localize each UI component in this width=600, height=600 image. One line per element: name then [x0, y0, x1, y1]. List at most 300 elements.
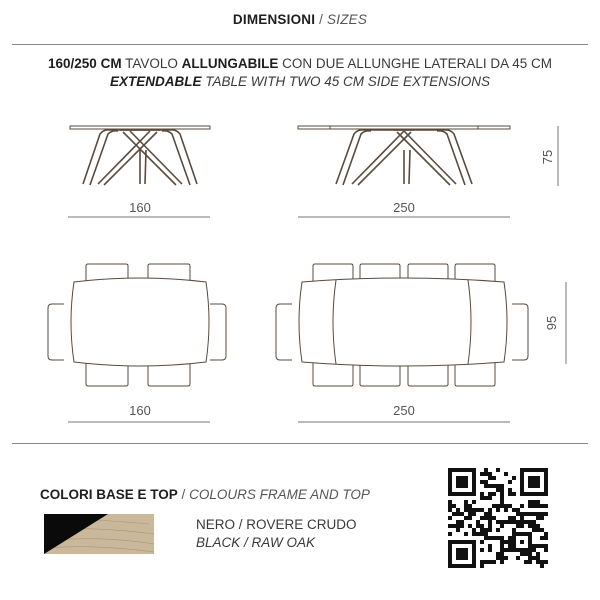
- qr-module: [528, 504, 532, 508]
- qr-module: [504, 520, 508, 524]
- qr-module: [460, 512, 464, 516]
- qr-module: [464, 516, 468, 520]
- qr-module: [484, 484, 488, 488]
- qr-module: [472, 480, 476, 484]
- qr-module: [524, 552, 528, 556]
- qr-module: [460, 480, 464, 484]
- qr-module: [448, 552, 452, 556]
- qr-module: [536, 552, 540, 556]
- qr-module: [448, 500, 452, 504]
- qr-module: [448, 476, 452, 480]
- qr-module: [508, 548, 512, 552]
- qr-module: [520, 552, 524, 556]
- qr-module: [528, 524, 532, 528]
- qr-module: [464, 476, 468, 480]
- qr-module: [488, 536, 492, 540]
- qr-module: [464, 492, 468, 496]
- qr-module: [460, 492, 464, 496]
- qr-module: [460, 556, 464, 560]
- chair: [512, 304, 528, 360]
- qr-module: [540, 512, 544, 516]
- qr-module: [476, 520, 480, 524]
- qr-module: [448, 556, 452, 560]
- chair: [276, 304, 292, 360]
- qr-module: [480, 532, 484, 536]
- desc-extendable: EXTENDABLE: [109, 74, 202, 89]
- qr-module: [520, 492, 524, 496]
- qr-module: [448, 540, 452, 544]
- desc-it-rest: CON DUE ALLUNGHE LATERALI DA 45 CM: [282, 56, 552, 71]
- qr-module: [520, 520, 524, 524]
- qr-module: [504, 540, 508, 544]
- qr-module: [448, 508, 452, 512]
- qr-module: [472, 472, 476, 476]
- qr-module: [532, 484, 536, 488]
- qr-module: [496, 552, 500, 556]
- title-dimensioni: DIMENSIONI: [232, 12, 316, 27]
- qr-module: [528, 544, 532, 548]
- qr-module: [512, 520, 516, 524]
- qr-module: [544, 536, 548, 540]
- qr-module: [472, 564, 476, 568]
- qr-module: [516, 556, 520, 560]
- qr-module: [544, 468, 548, 472]
- qr-module: [540, 492, 544, 496]
- qr-module: [468, 512, 472, 516]
- qr-module: [540, 536, 544, 540]
- qr-module: [472, 500, 476, 504]
- qr-module: [480, 480, 484, 484]
- qr-module: [460, 540, 464, 544]
- qr-module: [516, 548, 520, 552]
- qr-module: [528, 548, 532, 552]
- qr-module: [528, 560, 532, 564]
- qr-module: [460, 484, 464, 488]
- qr-module: [464, 480, 468, 484]
- qr-module: [480, 564, 484, 568]
- qr-module: [452, 468, 456, 472]
- qr-module: [456, 512, 460, 516]
- desc-en-rest: TABLE WITH TWO 45 CM SIDE EXTENSIONS: [205, 74, 491, 89]
- qr-module: [544, 504, 548, 508]
- qr-module: [544, 480, 548, 484]
- qr-module: [496, 504, 500, 508]
- qr-module: [492, 484, 496, 488]
- label-side-closed-width: 160: [129, 200, 151, 215]
- qr-module: [500, 548, 504, 552]
- qr-module: [524, 492, 528, 496]
- qr-module: [484, 560, 488, 564]
- qr-module: [480, 516, 484, 520]
- color-name-it: NERO / ROVERE CRUDO: [196, 517, 357, 532]
- qr-module: [528, 556, 532, 560]
- qr-module: [504, 556, 508, 560]
- qr-module: [456, 564, 460, 568]
- qr-module: [484, 468, 488, 472]
- qr-module: [488, 544, 492, 548]
- qr-module: [520, 484, 524, 488]
- color-names: [196, 516, 357, 552]
- qr-module: [448, 544, 452, 548]
- qr-module: [460, 524, 464, 528]
- qr-module: [544, 476, 548, 480]
- qr-module: [456, 556, 460, 560]
- qr-module: [452, 540, 456, 544]
- qr-module: [464, 504, 468, 508]
- qr-module: [452, 504, 456, 508]
- qr-module: [448, 548, 452, 552]
- qr-module: [528, 512, 532, 516]
- qr-module: [468, 492, 472, 496]
- qr-module: [500, 488, 504, 492]
- qr-module: [532, 492, 536, 496]
- qr-module: [472, 492, 476, 496]
- qr-module: [512, 544, 516, 548]
- qr-module: [492, 504, 496, 508]
- qr-module: [532, 528, 536, 532]
- qr-module: [492, 476, 496, 480]
- qr-module: [496, 468, 500, 472]
- qr-module: [448, 484, 452, 488]
- qr-module: [544, 544, 548, 548]
- qr-module: [500, 492, 504, 496]
- qr-module: [484, 532, 488, 536]
- qr-module: [484, 528, 488, 532]
- qr-module: [532, 520, 536, 524]
- qr-module: [500, 520, 504, 524]
- qr-module: [520, 468, 524, 472]
- qr-module: [520, 488, 524, 492]
- qr-module: [468, 524, 472, 528]
- qr-module: [456, 476, 460, 480]
- qr-module: [488, 548, 492, 552]
- qr-module: [464, 468, 468, 472]
- qr-module: [516, 532, 520, 536]
- colors-title-it: COLORI BASE E TOP: [40, 487, 178, 502]
- qr-module: [508, 516, 512, 520]
- qr-module: [520, 540, 524, 544]
- qr-module: [448, 532, 452, 536]
- qr-module: [536, 500, 540, 504]
- qr-module: [488, 496, 492, 500]
- qr-module: [472, 508, 476, 512]
- qr-module: [452, 512, 456, 516]
- qr-module: [508, 488, 512, 492]
- qr-module: [508, 480, 512, 484]
- qr-module: [452, 524, 456, 528]
- qr-module: [520, 476, 524, 480]
- qr-module: [456, 548, 460, 552]
- qr-module: [524, 548, 528, 552]
- qr-module: [536, 524, 540, 528]
- qr-module: [512, 516, 516, 520]
- qr-module: [516, 524, 520, 528]
- qr-module: [456, 524, 460, 528]
- qr-module: [496, 556, 500, 560]
- qr-module: [456, 468, 460, 472]
- tabletop-closed: [71, 278, 209, 366]
- qr-module: [544, 548, 548, 552]
- qr-module: [464, 484, 468, 488]
- qr-module: [520, 480, 524, 484]
- qr-module: [464, 532, 468, 536]
- label-side-open-width: 250: [393, 200, 415, 215]
- qr-module: [540, 516, 544, 520]
- qr-module: [536, 468, 540, 472]
- qr-module: [492, 516, 496, 520]
- qr-module: [476, 532, 480, 536]
- qr-module: [512, 492, 516, 496]
- qr-module: [496, 536, 500, 540]
- qr-module: [508, 492, 512, 496]
- colors-separator: /: [181, 487, 186, 502]
- title-separator: /: [319, 12, 324, 27]
- qr-module: [472, 528, 476, 532]
- qr-module: [524, 560, 528, 564]
- label-top-open-width: 250: [393, 403, 415, 418]
- label-depth: 95: [544, 315, 559, 331]
- qr-module: [500, 496, 504, 500]
- qr-module: [480, 496, 484, 500]
- qr-module: [488, 472, 492, 476]
- qr-module: [460, 564, 464, 568]
- qr-module: [528, 468, 532, 472]
- qr-module: [476, 524, 480, 528]
- chair: [48, 304, 64, 360]
- qr-module: [448, 468, 452, 472]
- qr-module: [504, 504, 508, 508]
- qr-module: [488, 516, 492, 520]
- qr-module: [472, 548, 476, 552]
- qr-module: [480, 540, 484, 544]
- qr-module: [536, 480, 540, 484]
- qr-module: [488, 528, 492, 532]
- side-view-closed: [70, 126, 210, 185]
- qr-module: [500, 540, 504, 544]
- qr-module: [476, 508, 480, 512]
- qr-module: [472, 468, 476, 472]
- qr-module: [544, 484, 548, 488]
- qr-module: [484, 472, 488, 476]
- qr-module: [516, 508, 520, 512]
- qr-module: [536, 512, 540, 516]
- qr-module: [448, 480, 452, 484]
- qr-module: [464, 508, 468, 512]
- qr-module: [540, 504, 544, 508]
- qr-module: [464, 564, 468, 568]
- qr-module: [536, 504, 540, 508]
- qr-module: [500, 544, 504, 548]
- qr-module: [492, 536, 496, 540]
- qr-module: [520, 472, 524, 476]
- qr-module: [508, 504, 512, 508]
- qr-module: [464, 548, 468, 552]
- qr-module: [540, 468, 544, 472]
- qr-module: [544, 512, 548, 516]
- qr-module: [472, 512, 476, 516]
- desc-tavolo: TAVOLO: [125, 56, 178, 71]
- qr-module: [484, 480, 488, 484]
- qr-module: [544, 488, 548, 492]
- qr-module: [520, 504, 524, 508]
- qr-module: [452, 492, 456, 496]
- qr-module: [504, 548, 508, 552]
- qr-module: [456, 492, 460, 496]
- qr-module: [452, 564, 456, 568]
- qr-module: [460, 476, 464, 480]
- qr-module: [508, 544, 512, 548]
- qr-module: [472, 532, 476, 536]
- qr-module: [528, 520, 532, 524]
- qr-module: [480, 492, 484, 496]
- desc-size: 160/250 CM: [48, 56, 122, 71]
- label-top-closed-width: 160: [129, 403, 151, 418]
- qr-module: [520, 548, 524, 552]
- qr-module: [528, 532, 532, 536]
- qr-module: [520, 516, 524, 520]
- qr-module: [488, 524, 492, 528]
- qr-module: [456, 520, 460, 524]
- qr-module: [488, 476, 492, 480]
- qr-module: [484, 536, 488, 540]
- qr-module: [496, 528, 500, 532]
- qr-module: [492, 492, 496, 496]
- qr-module: [484, 496, 488, 500]
- qr-module: [528, 492, 532, 496]
- qr-module: [536, 484, 540, 488]
- qr-module: [512, 540, 516, 544]
- qr-module: [528, 552, 532, 556]
- qr-module: [468, 516, 472, 520]
- qr-module: [500, 504, 504, 508]
- qr-module: [500, 560, 504, 564]
- qr-module: [472, 488, 476, 492]
- chair: [313, 362, 353, 386]
- colors-title-en: COLOURS FRAME AND TOP: [189, 487, 370, 502]
- qr-module: [536, 492, 540, 496]
- qr-module: [536, 560, 540, 564]
- qr-module: [488, 508, 492, 512]
- qr-module: [520, 532, 524, 536]
- qr-module: [528, 476, 532, 480]
- qr-module: [480, 528, 484, 532]
- qr-module: [528, 484, 532, 488]
- qr-module: [472, 544, 476, 548]
- qr-module: [532, 524, 536, 528]
- qr-module: [500, 552, 504, 556]
- qr-module: [448, 564, 452, 568]
- qr-module: [524, 512, 528, 516]
- qr-module: [540, 564, 544, 568]
- qr-module: [488, 492, 492, 496]
- qr-module: [496, 508, 500, 512]
- qr-module: [456, 484, 460, 488]
- qr-module: [480, 508, 484, 512]
- qr-module: [448, 560, 452, 564]
- qr-module: [460, 468, 464, 472]
- qr-module: [488, 560, 492, 564]
- qr-module: [484, 512, 488, 516]
- qr-module: [472, 556, 476, 560]
- tabletop-side-closed: [70, 126, 210, 129]
- qr-module: [532, 468, 536, 472]
- qr-module: [464, 556, 468, 560]
- qr-module: [460, 520, 464, 524]
- chair: [210, 304, 226, 360]
- top-view-closed: [48, 264, 226, 386]
- qr-module: [448, 472, 452, 476]
- qr-module: [460, 552, 464, 556]
- qr-module: [544, 472, 548, 476]
- qr-module: [464, 552, 468, 556]
- qr-module: [468, 564, 472, 568]
- side-view-open: [298, 126, 510, 185]
- qr-module: [460, 548, 464, 552]
- color-swatch: [44, 514, 154, 554]
- qr-module: [472, 560, 476, 564]
- qr-module: [468, 468, 472, 472]
- qr-module: [472, 484, 476, 488]
- tabletop-open: [299, 278, 507, 366]
- qr-code: [448, 468, 548, 568]
- qr-module: [500, 536, 504, 540]
- qr-module: [544, 532, 548, 536]
- qr-module: [544, 492, 548, 496]
- qr-module: [532, 500, 536, 504]
- qr-module: [500, 484, 504, 488]
- qr-module: [488, 520, 492, 524]
- qr-module: [472, 476, 476, 480]
- color-name-en: BLACK / RAW OAK: [196, 535, 316, 550]
- qr-module: [536, 516, 540, 520]
- spider-legs-open: [336, 130, 472, 185]
- qr-module: [540, 560, 544, 564]
- qr-module: [540, 528, 544, 532]
- qr-module: [528, 540, 532, 544]
- qr-module: [532, 504, 536, 508]
- qr-module: [536, 528, 540, 532]
- qr-module: [520, 524, 524, 528]
- qr-module: [532, 556, 536, 560]
- qr-module: [508, 520, 512, 524]
- qr-module: [528, 500, 532, 504]
- qr-module: [532, 476, 536, 480]
- qr-module: [484, 516, 488, 520]
- qr-module: [496, 488, 500, 492]
- qr-module: [472, 552, 476, 556]
- qr-module: [464, 500, 468, 504]
- qr-module: [448, 516, 452, 520]
- qr-module: [468, 508, 472, 512]
- qr-module: [500, 500, 504, 504]
- title-sizes: SIZES: [327, 12, 368, 27]
- spider-legs-closed: [83, 130, 197, 185]
- qr-module: [468, 540, 472, 544]
- qr-module: [464, 540, 468, 544]
- qr-module: [512, 508, 516, 512]
- qr-module: [496, 484, 500, 488]
- qr-module: [480, 548, 484, 552]
- qr-module: [488, 484, 492, 488]
- qr-module: [512, 528, 516, 532]
- qr-module: [448, 488, 452, 492]
- qr-module: [488, 512, 492, 516]
- qr-module: [532, 544, 536, 548]
- qr-module: [504, 508, 508, 512]
- qr-module: [540, 544, 544, 548]
- qr-module: [532, 548, 536, 552]
- qr-module: [448, 504, 452, 508]
